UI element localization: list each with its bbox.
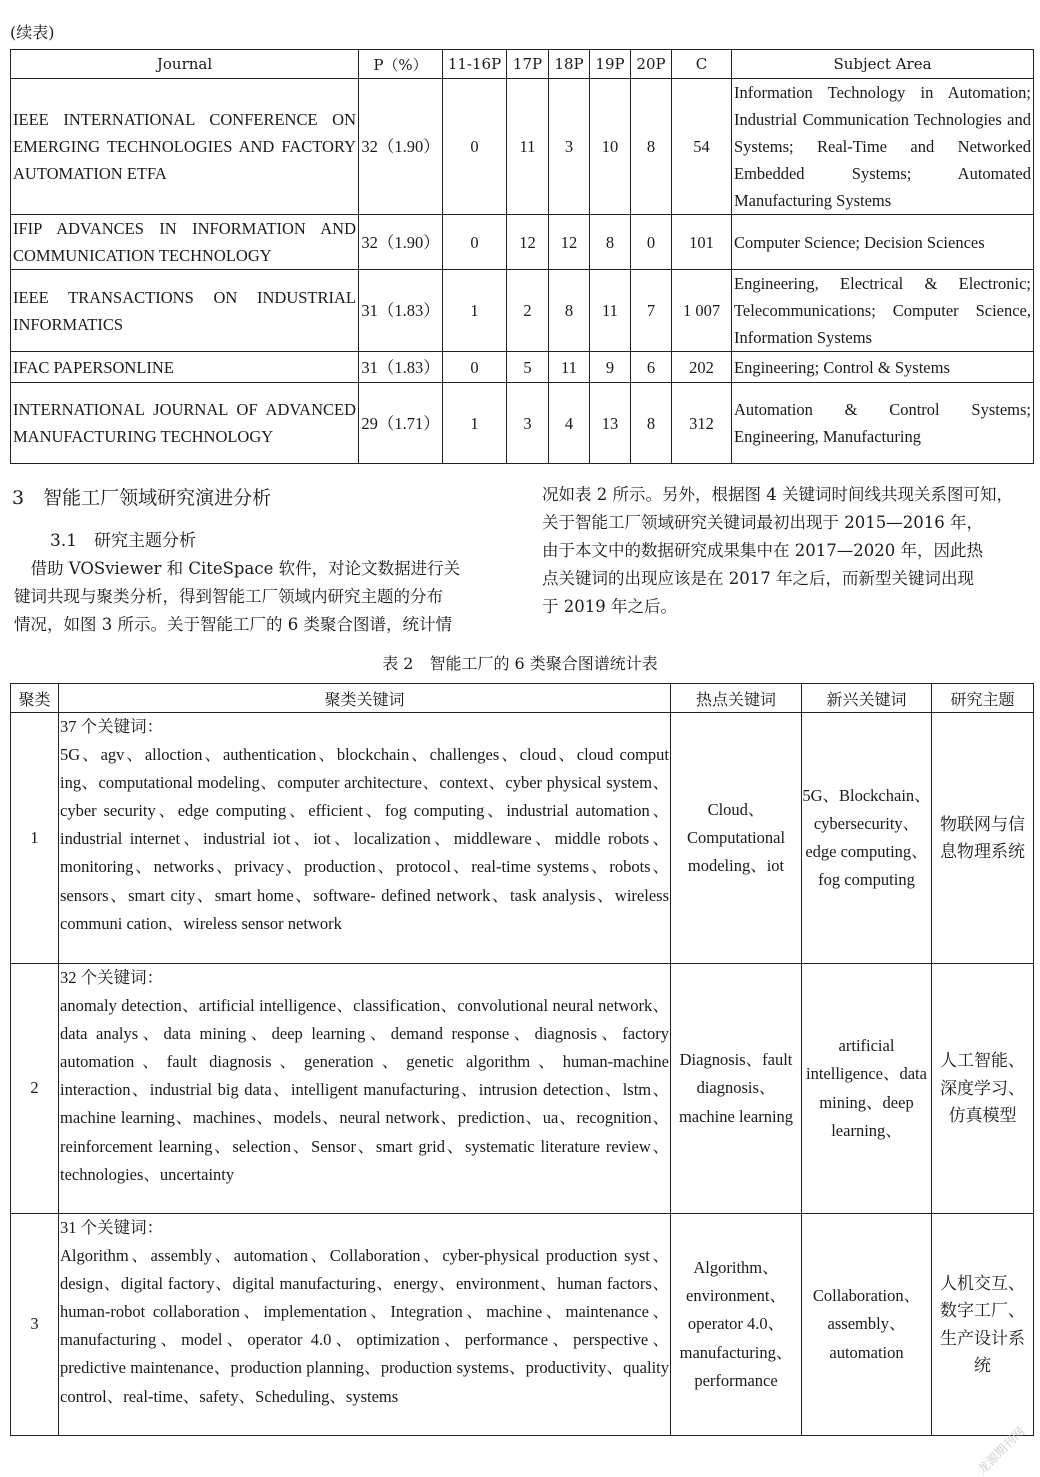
keyword-list: anomaly detection、artificial intelligence、classification、convolutional neural network、data analys、data mining、deep learning、demand response、diagnosis、factory automation、fault diagnosis、generation、genetic algorithm、human-machine interaction、industrial big data、intelligent manufacturing、intrusion detection、lstm、machine learning、machines、models、neural network、prediction、ua、recognition、reinforcement learning、selection、Sensor、smart grid、systematic literature review、technologies、uncertainty xyxy=(60,996,669,1184)
p-19: 13 xyxy=(590,383,631,464)
table-row xyxy=(11,713,1034,964)
p-20: 6 xyxy=(631,352,672,383)
research-topic: 人工智能、深度学习、仿真模型 xyxy=(932,964,1034,1214)
p-11-16: 1 xyxy=(443,383,507,464)
citations: 54 xyxy=(672,79,732,215)
cluster-id: 1 xyxy=(11,713,59,964)
paragraph-line: 关于智能工厂领域研究关键词最初出现于 2015—2016 年， xyxy=(542,513,983,532)
table-row xyxy=(11,1214,1034,1436)
hot-keywords: Diagnosis、fault diagnosis、machine learning xyxy=(671,964,802,1214)
p-17: 3 xyxy=(507,383,549,464)
p-17: 11 xyxy=(507,79,549,215)
col-header-emerging-keywords: 新兴关键词 xyxy=(802,684,932,713)
p-value: 29（1.71） xyxy=(359,383,443,464)
citations: 202 xyxy=(672,352,732,383)
col-header-17p: 17P xyxy=(507,50,549,79)
citations: 1 007 xyxy=(672,270,732,352)
p-11-16: 1 xyxy=(443,270,507,352)
p-20: 8 xyxy=(631,79,672,215)
emerging-keywords: artificial intelligence、data mining、deep learning、 xyxy=(802,964,932,1214)
table-row xyxy=(11,79,1034,215)
table-row xyxy=(11,352,1034,383)
col-header-19p: 19P xyxy=(590,50,631,79)
col-header-c: C xyxy=(672,50,732,79)
p-18: 12 xyxy=(549,215,590,270)
col-header-hot-keywords: 热点关键词 xyxy=(671,684,802,713)
col-header-keywords: 聚类关键词 xyxy=(59,684,671,713)
subject-area: Engineering, Electrical & Electronic; Telecommunications; Computer Science, Information Systems xyxy=(732,270,1034,352)
p-value: 32（1.90） xyxy=(359,215,443,270)
p-17: 2 xyxy=(507,270,549,352)
p-20: 7 xyxy=(631,270,672,352)
col-header-20p: 20P xyxy=(631,50,672,79)
col-header-18p: 18P xyxy=(549,50,590,79)
paragraph-line: 情况，如图 3 所示。关于智能工厂的 6 类聚合图谱，统计情 xyxy=(14,615,452,634)
p-11-16: 0 xyxy=(443,215,507,270)
journal-name: IEEE INTERNATIONAL CONFERENCE ON EMERGING TECHNOLOGIES AND FACTORY AUTOMATION ETFA xyxy=(11,79,359,215)
paragraph-line: 况如表 2 所示。另外，根据图 4 关键词时间线共现关系图可知， xyxy=(542,485,1013,504)
table-row xyxy=(11,964,1034,1214)
cluster-keywords-cell xyxy=(59,964,671,1214)
p-19: 11 xyxy=(590,270,631,352)
p-value: 32（1.90） xyxy=(359,79,443,215)
p-value: 31（1.83） xyxy=(359,352,443,383)
journal-table xyxy=(10,49,1034,464)
p-20: 8 xyxy=(631,383,672,464)
paragraph-line: 点关键词的出现应该是在 2017 年之后，而新型关键词出现 xyxy=(542,569,974,588)
paragraph-line: 借助 VOSviewer 和 CiteSpace 软件，对论文数据进行关 xyxy=(14,559,461,578)
cluster-keywords-cell xyxy=(59,713,671,964)
p-18: 3 xyxy=(549,79,590,215)
cluster-keywords-cell xyxy=(59,1214,671,1436)
table-row xyxy=(11,215,1034,270)
journal-name: INTERNATIONAL JOURNAL OF ADVANCED MANUFACTURING TECHNOLOGY xyxy=(11,383,359,464)
p-20: 0 xyxy=(631,215,672,270)
subject-area: Engineering; Control & Systems xyxy=(732,352,1034,383)
p-17: 12 xyxy=(507,215,549,270)
keyword-count: 32 个关键词： xyxy=(60,968,164,987)
left-paragraph xyxy=(14,555,500,639)
paragraph-line: 由于本文中的数据研究成果集中在 2017—2020 年，因此热 xyxy=(542,541,983,560)
p-18: 11 xyxy=(549,352,590,383)
hot-keywords: Cloud、Computational modeling、iot xyxy=(671,713,802,964)
emerging-keywords: 5G、Blockchain、cybersecurity、edge computing、fog computing xyxy=(802,713,932,964)
journal-name: IEEE TRANSACTIONS ON INDUSTRIAL INFORMATICS xyxy=(11,270,359,352)
keyword-list: 5G、agv、alloction、authentication、blockchain、challenges、cloud、cloud comput ing、computational modeling、computer architecture、context、cyber physical system、cyber security、edge computing、efficient、fog computing、industrial automation、industrial internet、industrial iot、iot、localization、middleware、middle robots、monitoring、networks、privacy、production、protocol、real-time systems、robots、sensors、smart city、smart home、software- defined network、task analysis、wireless communi cation、wireless sensor network xyxy=(60,745,669,933)
table-continued-label: (续表) xyxy=(10,23,55,42)
emerging-keywords: Collaboration、assembly、automation xyxy=(802,1214,932,1436)
col-header-research-topic: 研究主题 xyxy=(932,684,1034,713)
citations: 101 xyxy=(672,215,732,270)
cluster-id: 2 xyxy=(11,964,59,1214)
section-heading: 3 智能工厂领域研究演进分析 xyxy=(12,487,272,509)
hot-keywords: Algorithm、environment、operator 4.0、manufacturing、performance xyxy=(671,1214,802,1436)
table-row xyxy=(11,383,1034,464)
p-19: 10 xyxy=(590,79,631,215)
right-paragraph xyxy=(542,481,1032,621)
table-header-row xyxy=(11,50,1034,79)
keyword-count: 31 个关键词： xyxy=(60,1218,164,1237)
p-11-16: 0 xyxy=(443,352,507,383)
keyword-count: 37 个关键词： xyxy=(60,717,164,736)
subject-area: Automation & Control Systems; Engineering, Manufacturing xyxy=(732,383,1034,464)
citations: 312 xyxy=(672,383,732,464)
subject-area: Information Technology in Automation; Industrial Communication Technologies and Systems; Real-Time and Networked Embedded Systems; Automated Manufacturing Systems xyxy=(732,79,1034,215)
p-18: 8 xyxy=(549,270,590,352)
keyword-list: Algorithm、assembly、automation、Collaboration、cyber-physical production syst、design、digital factory、digital manufacturing、energy、environment、human factors、human-robot collaboration、implementation、Integration、machine、maintenance、manufacturing、model、operator 4.0、optimization、performance、perspective、predictive maintenance、production planning、production systems、productivity、quality control、real-time、safety、Scheduling、systems xyxy=(60,1246,669,1406)
p-11-16: 0 xyxy=(443,79,507,215)
paragraph-line: 键词共现与聚类分析，得到智能工厂领域内研究主题的分布 xyxy=(14,587,443,606)
watermark-text: 龙源期刊网 xyxy=(974,1424,1028,1477)
table-row xyxy=(11,270,1034,352)
cluster-id: 3 xyxy=(11,1214,59,1436)
subject-area: Computer Science; Decision Sciences xyxy=(732,215,1034,270)
journal-name: IFAC PAPERSONLINE xyxy=(11,352,359,383)
p-19: 9 xyxy=(590,352,631,383)
col-header-journal: Journal xyxy=(11,50,359,79)
col-header-11-16p: 11-16P xyxy=(443,50,507,79)
p-18: 4 xyxy=(549,383,590,464)
journal-name: IFIP ADVANCES IN INFORMATION AND COMMUNICATION TECHNOLOGY xyxy=(11,215,359,270)
col-header-cluster: 聚类 xyxy=(11,684,59,713)
table-header-row xyxy=(11,684,1034,713)
col-header-subject-area: Subject Area xyxy=(732,50,1034,79)
p-19: 8 xyxy=(590,215,631,270)
cluster-table xyxy=(10,683,1034,1436)
table2-caption: 表 2 智能工厂的 6 类聚合图谱统计表 xyxy=(382,654,658,673)
p-value: 31（1.83） xyxy=(359,270,443,352)
paragraph-line: 于 2019 年之后。 xyxy=(542,597,677,616)
p-17: 5 xyxy=(507,352,549,383)
research-topic: 物联网与信息物理系统 xyxy=(932,713,1034,964)
subsection-heading: 3.1 研究主题分析 xyxy=(50,531,197,551)
col-header-p: P（%） xyxy=(359,50,443,79)
research-topic: 人机交互、数字工厂、生产设计系统 xyxy=(932,1214,1034,1436)
